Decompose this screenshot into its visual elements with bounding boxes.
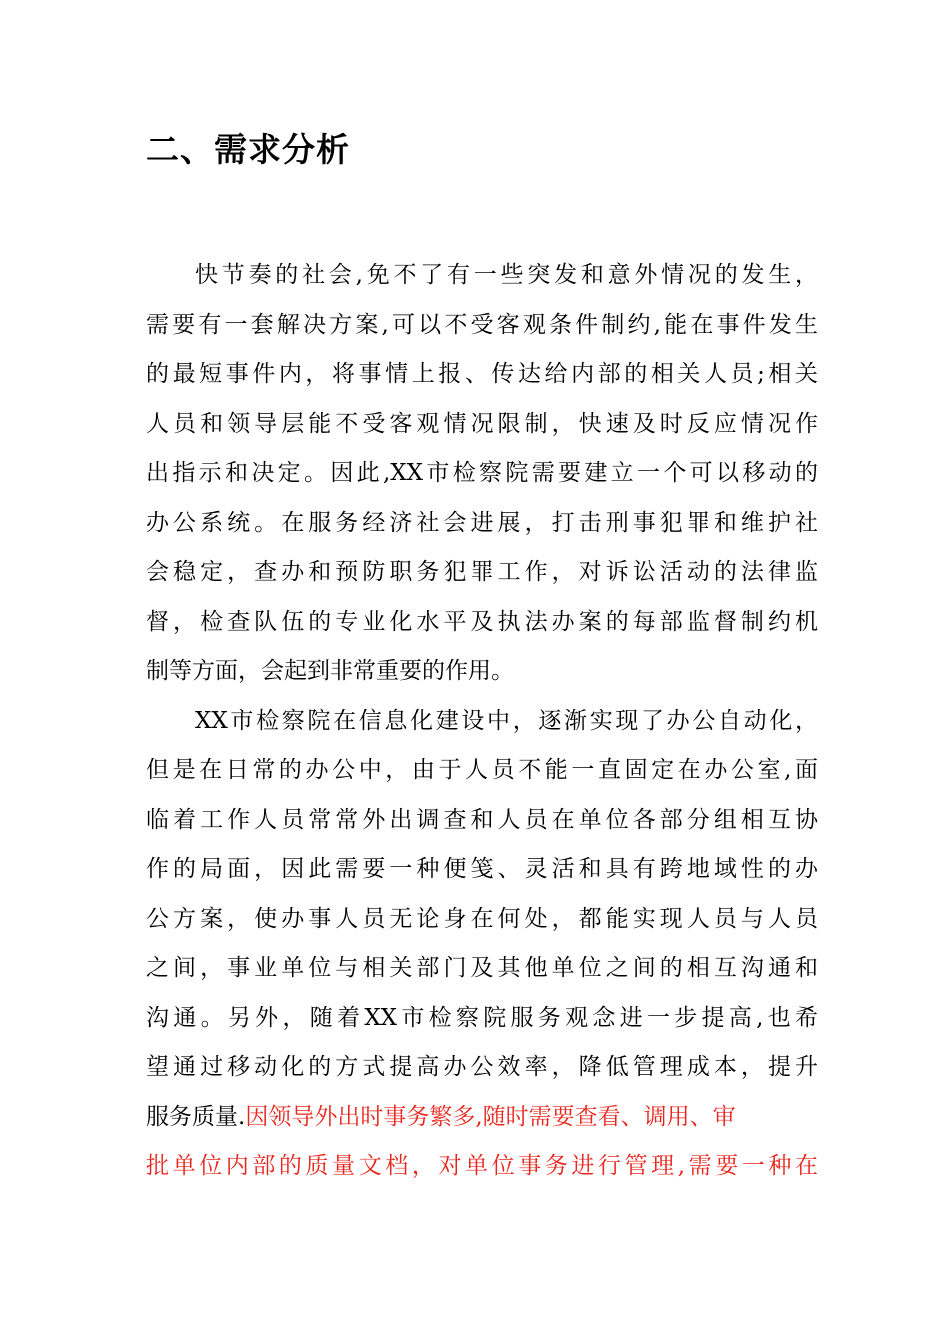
paragraph-1-line: 需要有一套解决方案,可以不受客观条件制约,能在事件发生 <box>146 311 818 338</box>
paragraph-2-line: 临着工作人员常常外出调查和人员在单位各部分组相互协 <box>146 806 818 833</box>
document-body <box>146 251 818 1192</box>
paragraph-2-line: 但是在日常的办公中，由于人员不能一直固定在办公室,面 <box>146 757 818 783</box>
paragraph-2-line: 沟通。另外，随着XX市检察院服务观念进一步提高,也希 <box>146 1004 818 1031</box>
paragraph-1-line: 制等方面，会起到非常重要的作用。 <box>146 658 514 684</box>
paragraph-2-line: 望通过移动化的方式提高办公效率，降低管理成本，提升 <box>146 1054 818 1080</box>
paragraph-1-line: 快节奏的社会,免不了有一些突发和意外情况的发生， <box>195 262 818 288</box>
paragraph-2-line: 公方案，使办事人员无论身在何处，都能实现人员与人员 <box>146 905 818 932</box>
paragraph-2-line: 作的局面，因此需要一种便笺、灵活和具有跨地域性的办 <box>146 856 818 882</box>
paragraph-1-line: 会稳定，查办和预防职务犯罪工作，对诉讼活动的法律监 <box>146 559 818 585</box>
paragraph-1-line: 出指示和决定。因此,XX市检察院需要建立一个可以移动的 <box>146 460 818 486</box>
paragraph-2-line: XX市检察院在信息化建设中，逐渐实现了办公自动化， <box>195 707 818 734</box>
paragraph-1-line: 督，检查队伍的专业化水平及执法办案的每部监督制约机 <box>146 608 818 635</box>
paragraph-1-line: 办公系统。在服务经济社会进展，打击刑事犯罪和维护社 <box>146 509 818 536</box>
paragraph-2-line: 之间，事业单位与相关部门及其他单位之间的相互沟通和 <box>146 955 818 981</box>
highlighted-text: 因领导外出时事务繁多,随时需要查看、调用、审 <box>245 1103 736 1130</box>
paragraph-2-mixed-line <box>146 1093 818 1143</box>
paragraph-1-line: 的最短事件内，将事情上报、传达给内部的相关人员;相关 <box>146 361 818 387</box>
highlighted-text-line: 批单位内部的质量文档，对单位事务进行管理,需要一种在 <box>146 1153 818 1179</box>
section-heading: 二、需求分析 <box>146 130 350 169</box>
paragraph-2-black-segment: 服务质量. <box>146 1103 246 1130</box>
paragraph-1-line: 人员和领导层能不受客观情况限制，快速及时反应情况作 <box>146 410 818 437</box>
